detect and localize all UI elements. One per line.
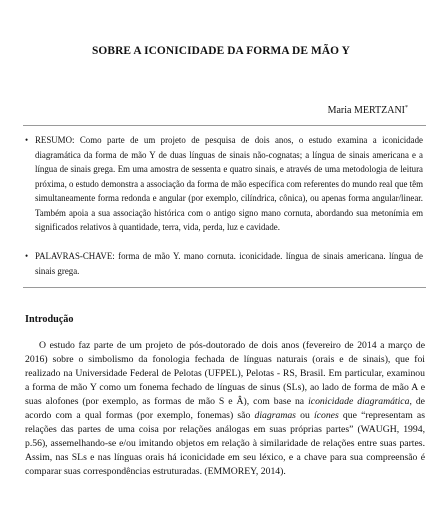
intro-emphasis-2: diagramas: [254, 410, 296, 422]
intro-emphasis-3: ícones: [314, 410, 339, 422]
section-heading-introduction: Introdução: [25, 314, 74, 325]
abstract-text: RESUMO: Como parte de um projeto de pesquisa de dois anos, o estudo examina a iconicidade diagramática da forma de mão Y de duas línguas de sinais não-cognatas; a língua de sinais americana e a língua de sinais grega. Em uma amostra de sessenta e quatro sinais, e através de uma metodologia de leitura próxima, o estudo demonstra a associação da forma de mão específica com referentes do mundo real que têm simultaneamente forma redonda e angular (por exemplo, cilíndrica, cônica), ou apenas forma angular/linear. Também apoia a sua associação histórica com o antigo signo mano cornuta, abordando sua metonímia em significados relativos à quantidade, terra, vida, perda, luz e cavidade.: [35, 135, 423, 232]
author-line: [328, 105, 408, 116]
author-footnote-mark: *: [405, 105, 408, 111]
keywords-text: PALAVRAS-CHAVE: forma de mão Y. mano cornuta. iconicidade. língua de sinais americana. língua de sinais grega.: [35, 251, 423, 276]
intro-text-3: ou: [295, 410, 314, 422]
bottom-divider: [23, 287, 426, 288]
paper-title: SOBRE A ICONICIDADE DA FORMA DE MÃO Y: [91, 45, 350, 57]
intro-text-2: , de acordo com a qual formas (por exemplo, fonemas) são: [25, 396, 425, 422]
abstract-block: [25, 133, 423, 235]
top-divider: [23, 125, 426, 126]
author-name: Maria MERTZANI: [327, 105, 405, 116]
keywords-bullet: •: [25, 251, 29, 261]
abstract-bullet: •: [25, 135, 29, 145]
intro-paragraph: [25, 339, 425, 479]
keywords-block: [25, 249, 423, 278]
intro-emphasis-1: iconicidade diagramática: [308, 396, 410, 408]
intro-text-1: O estudo faz parte de um projeto de pós-doutorado de dois anos (fevereiro de 2014 a março de 2016) sobre o simbolismo da fonologia fechada de línguas naturais (orais e de sinais), que foi realizado na Universidade Federal de Pelotas (UFPEL), Pelotas - RS, Brasil. Em particular, examinou a forma de mão Y como um fonema fechado de línguas de sinus (SLs), ao lado de forma de mão A e suas alofones (por exemplo, as formas de mão S e Â), com base na: [25, 340, 425, 408]
intro-text-4: que “representam as relações das partes de uma coisa por relações análogas em suas próprias partes” (WAUGH, 1994, p.56), assemelhando-se e/ou imitando objetos em relação à similaridade de relações entre suas partes. Assim, nas SLs e nas línguas orais há iconicidade em seu léxico, e a chave para sua compreensão é comparar suas correspondências estruturadas. (EMMOREY, 2014).: [25, 410, 426, 478]
